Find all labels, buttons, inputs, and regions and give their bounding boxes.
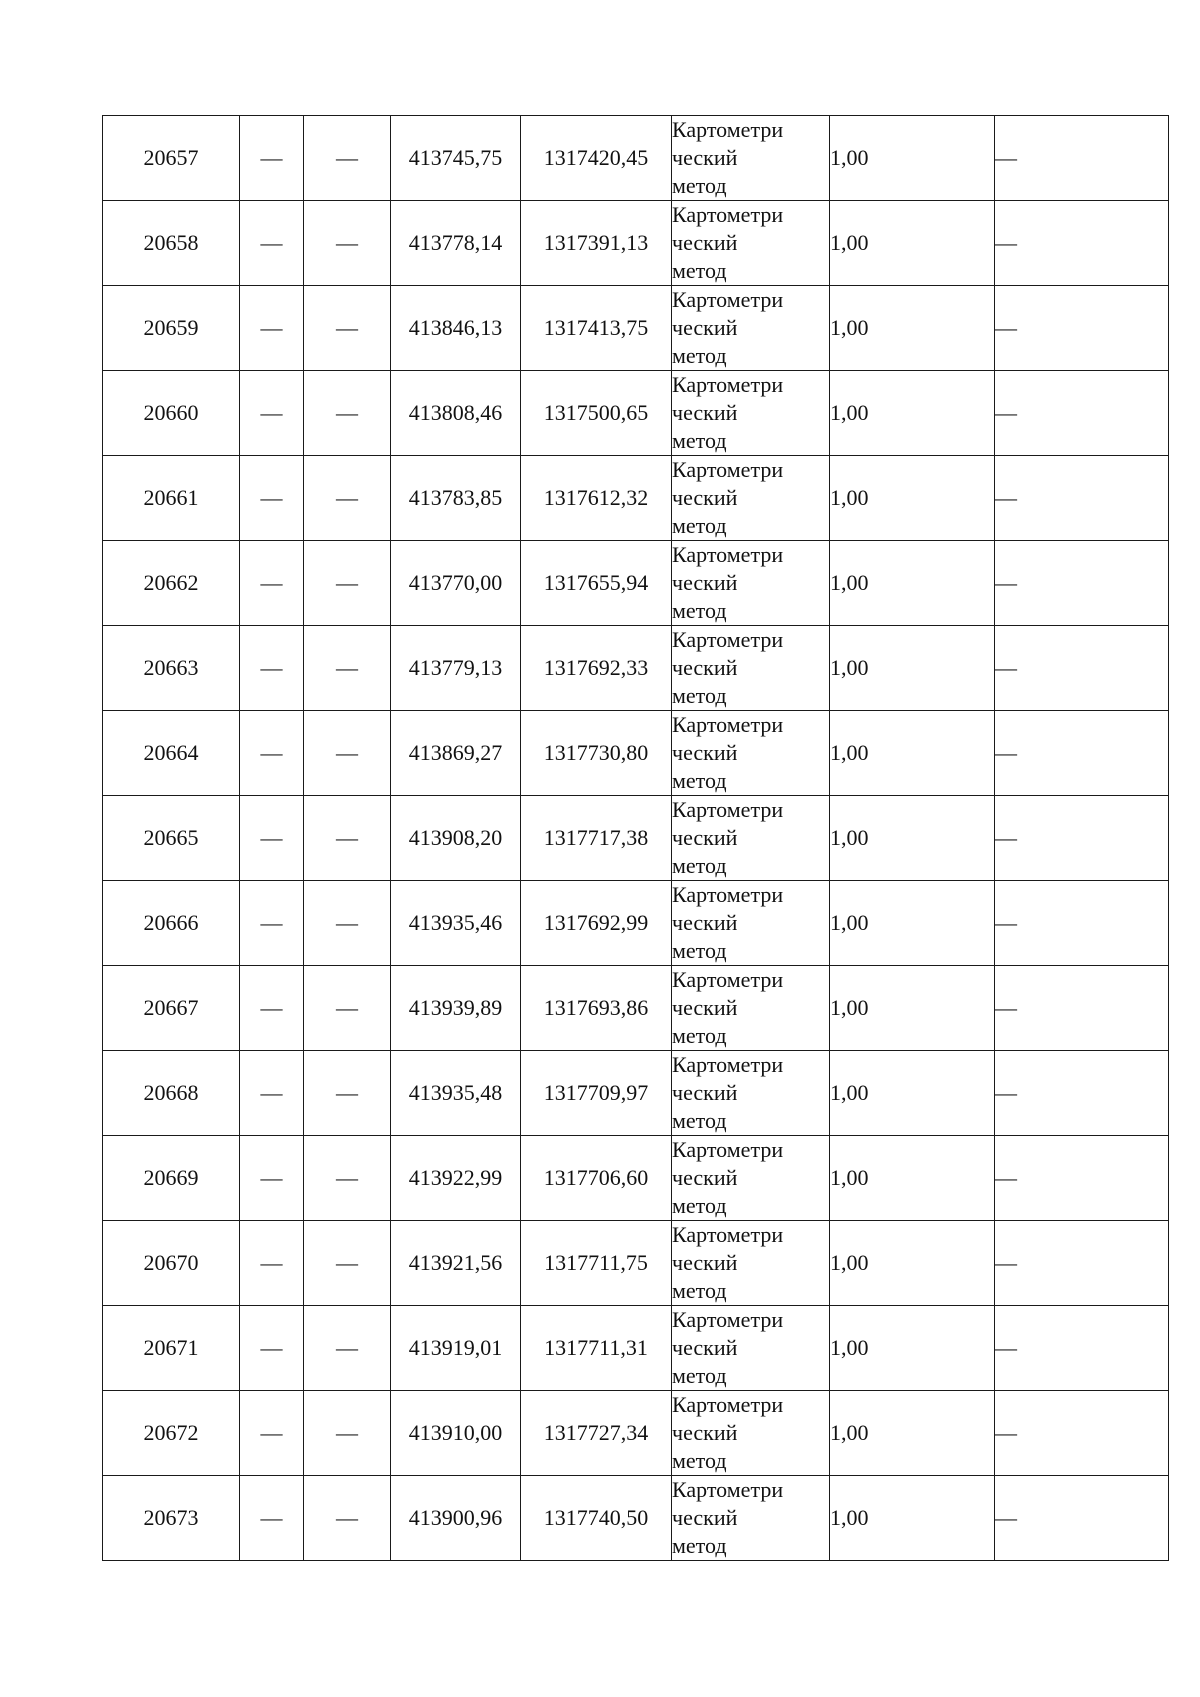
method-cell — [672, 796, 830, 881]
y-coordinate-cell: 1317612,32 — [521, 456, 672, 541]
table-row — [103, 1391, 1169, 1476]
empty-dash-cell: — — [304, 371, 391, 456]
y-coordinate-cell: 1317711,75 — [521, 1221, 672, 1306]
empty-dash-cell: — — [304, 1476, 391, 1561]
method-cell — [672, 1306, 830, 1391]
method-text-line: ческий — [672, 1505, 738, 1530]
method-text-line: ческий — [672, 1335, 738, 1360]
x-coordinate-cell: 413900,96 — [391, 1476, 521, 1561]
empty-dash-cell: — — [304, 456, 391, 541]
table-row — [103, 1221, 1169, 1306]
method-text-line: метод — [672, 598, 727, 623]
empty-dash-cell: — — [995, 1391, 1169, 1476]
method-cell — [672, 966, 830, 1051]
y-coordinate-cell: 1317391,13 — [521, 201, 672, 286]
method-text-line: Картометри — [672, 372, 784, 397]
y-coordinate-cell: 1317655,94 — [521, 541, 672, 626]
empty-dash-cell: — — [240, 1051, 304, 1136]
point-number-cell: 20662 — [103, 541, 240, 626]
table-row — [103, 1051, 1169, 1136]
method-text-line: Картометри — [672, 1392, 784, 1417]
empty-dash-cell: — — [240, 711, 304, 796]
point-number-cell: 20669 — [103, 1136, 240, 1221]
point-number-cell: 20661 — [103, 456, 240, 541]
point-number-cell: 20658 — [103, 201, 240, 286]
method-text-line: Картометри — [672, 627, 784, 652]
method-text-line: ческий — [672, 570, 738, 595]
method-text-line: Картометри — [672, 712, 784, 737]
empty-dash-cell: — — [995, 1136, 1169, 1221]
accuracy-cell: 1,00 — [830, 541, 995, 626]
y-coordinate-cell: 1317740,50 — [521, 1476, 672, 1561]
method-text-line: ческий — [672, 825, 738, 850]
y-coordinate-cell: 1317693,86 — [521, 966, 672, 1051]
table-row — [103, 1136, 1169, 1221]
method-text-line: Картометри — [672, 457, 784, 482]
method-cell — [672, 1391, 830, 1476]
empty-dash-cell: — — [995, 1306, 1169, 1391]
method-cell — [672, 456, 830, 541]
table-row — [103, 626, 1169, 711]
y-coordinate-cell: 1317711,31 — [521, 1306, 672, 1391]
empty-dash-cell: — — [240, 541, 304, 626]
empty-dash-cell: — — [995, 626, 1169, 711]
empty-dash-cell: — — [240, 1306, 304, 1391]
method-cell — [672, 116, 830, 201]
accuracy-cell: 1,00 — [830, 1476, 995, 1561]
x-coordinate-cell: 413778,14 — [391, 201, 521, 286]
empty-dash-cell: — — [240, 286, 304, 371]
accuracy-cell: 1,00 — [830, 286, 995, 371]
x-coordinate-cell: 413919,01 — [391, 1306, 521, 1391]
accuracy-cell: 1,00 — [830, 966, 995, 1051]
empty-dash-cell: — — [304, 1221, 391, 1306]
empty-dash-cell: — — [240, 796, 304, 881]
empty-dash-cell: — — [304, 116, 391, 201]
accuracy-cell: 1,00 — [830, 881, 995, 966]
empty-dash-cell: — — [304, 201, 391, 286]
x-coordinate-cell: 413846,13 — [391, 286, 521, 371]
accuracy-cell: 1,00 — [830, 1051, 995, 1136]
empty-dash-cell: — — [304, 1306, 391, 1391]
method-cell — [672, 371, 830, 456]
empty-dash-cell: — — [304, 881, 391, 966]
empty-dash-cell: — — [304, 711, 391, 796]
point-number-cell: 20665 — [103, 796, 240, 881]
empty-dash-cell: — — [240, 116, 304, 201]
method-text-line: Картометри — [672, 202, 784, 227]
method-text-line: ческий — [672, 910, 738, 935]
method-cell — [672, 286, 830, 371]
table-row — [103, 1306, 1169, 1391]
method-text-line: метод — [672, 258, 727, 283]
accuracy-cell: 1,00 — [830, 201, 995, 286]
empty-dash-cell: — — [995, 456, 1169, 541]
y-coordinate-cell: 1317420,45 — [521, 116, 672, 201]
empty-dash-cell: — — [304, 1051, 391, 1136]
empty-dash-cell: — — [304, 541, 391, 626]
table-row — [103, 711, 1169, 796]
method-cell — [672, 1136, 830, 1221]
point-number-cell: 20657 — [103, 116, 240, 201]
point-number-cell: 20668 — [103, 1051, 240, 1136]
empty-dash-cell: — — [995, 371, 1169, 456]
y-coordinate-cell: 1317413,75 — [521, 286, 672, 371]
x-coordinate-cell: 413783,85 — [391, 456, 521, 541]
empty-dash-cell: — — [995, 881, 1169, 966]
x-coordinate-cell: 413910,00 — [391, 1391, 521, 1476]
x-coordinate-cell: 413921,56 — [391, 1221, 521, 1306]
empty-dash-cell: — — [995, 966, 1169, 1051]
empty-dash-cell: — — [304, 796, 391, 881]
method-text-line: ческий — [672, 740, 738, 765]
method-text-line: ческий — [672, 1420, 738, 1445]
y-coordinate-cell: 1317692,99 — [521, 881, 672, 966]
x-coordinate-cell: 413779,13 — [391, 626, 521, 711]
accuracy-cell: 1,00 — [830, 1306, 995, 1391]
method-text-line: метод — [672, 1278, 727, 1303]
empty-dash-cell: — — [995, 201, 1169, 286]
point-number-cell: 20670 — [103, 1221, 240, 1306]
method-text-line: Картометри — [672, 1477, 784, 1502]
method-text-line: ческий — [672, 315, 738, 340]
x-coordinate-cell: 413745,75 — [391, 116, 521, 201]
method-text-line: Картометри — [672, 1052, 784, 1077]
empty-dash-cell: — — [240, 1476, 304, 1561]
method-text-line: Картометри — [672, 967, 784, 992]
empty-dash-cell: — — [240, 1391, 304, 1476]
empty-dash-cell: — — [240, 1221, 304, 1306]
method-cell — [672, 1221, 830, 1306]
y-coordinate-cell: 1317730,80 — [521, 711, 672, 796]
accuracy-cell: 1,00 — [830, 456, 995, 541]
y-coordinate-cell: 1317500,65 — [521, 371, 672, 456]
empty-dash-cell: — — [995, 1476, 1169, 1561]
empty-dash-cell: — — [995, 286, 1169, 371]
method-text-line: метод — [672, 938, 727, 963]
accuracy-cell: 1,00 — [830, 711, 995, 796]
empty-dash-cell: — — [304, 1136, 391, 1221]
empty-dash-cell: — — [995, 796, 1169, 881]
table-row — [103, 201, 1169, 286]
table-row — [103, 966, 1169, 1051]
empty-dash-cell: — — [240, 456, 304, 541]
method-text-line: ческий — [672, 995, 738, 1020]
method-text-line: метод — [672, 428, 727, 453]
empty-dash-cell: — — [304, 966, 391, 1051]
empty-dash-cell: — — [995, 116, 1169, 201]
point-number-cell: 20664 — [103, 711, 240, 796]
method-text-line: метод — [672, 1193, 727, 1218]
y-coordinate-cell: 1317727,34 — [521, 1391, 672, 1476]
y-coordinate-cell: 1317709,97 — [521, 1051, 672, 1136]
method-text-line: Картометри — [672, 882, 784, 907]
method-text-line: Картометри — [672, 1222, 784, 1247]
method-text-line: Картометри — [672, 797, 784, 822]
table-row — [103, 371, 1169, 456]
method-text-line: ческий — [672, 1080, 738, 1105]
accuracy-cell: 1,00 — [830, 626, 995, 711]
empty-dash-cell: — — [240, 371, 304, 456]
method-text-line: ческий — [672, 1250, 738, 1275]
y-coordinate-cell: 1317692,33 — [521, 626, 672, 711]
x-coordinate-cell: 413908,20 — [391, 796, 521, 881]
method-text-line: метод — [672, 173, 727, 198]
table-row — [103, 116, 1169, 201]
method-cell — [672, 201, 830, 286]
method-text-line: метод — [672, 343, 727, 368]
method-text-line: метод — [672, 1108, 727, 1133]
empty-dash-cell: — — [304, 626, 391, 711]
method-text-line: метод — [672, 1448, 727, 1473]
table-row — [103, 456, 1169, 541]
method-text-line: ческий — [672, 485, 738, 510]
method-text-line: Картометри — [672, 117, 784, 142]
empty-dash-cell: — — [995, 1051, 1169, 1136]
method-text-line: метод — [672, 1363, 727, 1388]
empty-dash-cell: — — [995, 1221, 1169, 1306]
point-number-cell: 20673 — [103, 1476, 240, 1561]
empty-dash-cell: — — [995, 541, 1169, 626]
accuracy-cell: 1,00 — [830, 1136, 995, 1221]
table-row — [103, 286, 1169, 371]
table-body — [103, 116, 1169, 1561]
method-text-line: ческий — [672, 145, 738, 170]
x-coordinate-cell: 413869,27 — [391, 711, 521, 796]
method-text-line: ческий — [672, 230, 738, 255]
method-text-line: метод — [672, 768, 727, 793]
empty-dash-cell: — — [240, 1136, 304, 1221]
accuracy-cell: 1,00 — [830, 116, 995, 201]
x-coordinate-cell: 413808,46 — [391, 371, 521, 456]
y-coordinate-cell: 1317706,60 — [521, 1136, 672, 1221]
x-coordinate-cell: 413939,89 — [391, 966, 521, 1051]
x-coordinate-cell: 413935,48 — [391, 1051, 521, 1136]
method-text-line: Картометри — [672, 1307, 784, 1332]
accuracy-cell: 1,00 — [830, 1391, 995, 1476]
x-coordinate-cell: 413922,99 — [391, 1136, 521, 1221]
table-row — [103, 881, 1169, 966]
empty-dash-cell: — — [304, 1391, 391, 1476]
empty-dash-cell: — — [304, 286, 391, 371]
method-text-line: Картометри — [672, 287, 784, 312]
empty-dash-cell: — — [240, 966, 304, 1051]
empty-dash-cell: — — [240, 626, 304, 711]
point-number-cell: 20672 — [103, 1391, 240, 1476]
accuracy-cell: 1,00 — [830, 1221, 995, 1306]
method-text-line: метод — [672, 853, 727, 878]
table-row — [103, 796, 1169, 881]
method-text-line: метод — [672, 683, 727, 708]
accuracy-cell: 1,00 — [830, 796, 995, 881]
method-cell — [672, 711, 830, 796]
method-cell — [672, 1051, 830, 1136]
method-text-line: метод — [672, 1023, 727, 1048]
table-row — [103, 541, 1169, 626]
point-number-cell: 20671 — [103, 1306, 240, 1391]
x-coordinate-cell: 413770,00 — [391, 541, 521, 626]
empty-dash-cell: — — [995, 711, 1169, 796]
empty-dash-cell: — — [240, 881, 304, 966]
method-text-line: ческий — [672, 400, 738, 425]
method-cell — [672, 541, 830, 626]
empty-dash-cell: — — [240, 201, 304, 286]
method-cell — [672, 881, 830, 966]
method-cell — [672, 1476, 830, 1561]
coordinates-table — [102, 115, 1169, 1561]
point-number-cell: 20663 — [103, 626, 240, 711]
table-row — [103, 1476, 1169, 1561]
method-text-line: ческий — [672, 1165, 738, 1190]
point-number-cell: 20667 — [103, 966, 240, 1051]
method-text-line: Картометри — [672, 1137, 784, 1162]
method-text-line: Картометри — [672, 542, 784, 567]
point-number-cell: 20666 — [103, 881, 240, 966]
method-text-line: метод — [672, 1533, 727, 1558]
point-number-cell: 20659 — [103, 286, 240, 371]
point-number-cell: 20660 — [103, 371, 240, 456]
method-text-line: метод — [672, 513, 727, 538]
method-text-line: ческий — [672, 655, 738, 680]
x-coordinate-cell: 413935,46 — [391, 881, 521, 966]
method-cell — [672, 626, 830, 711]
accuracy-cell: 1,00 — [830, 371, 995, 456]
y-coordinate-cell: 1317717,38 — [521, 796, 672, 881]
